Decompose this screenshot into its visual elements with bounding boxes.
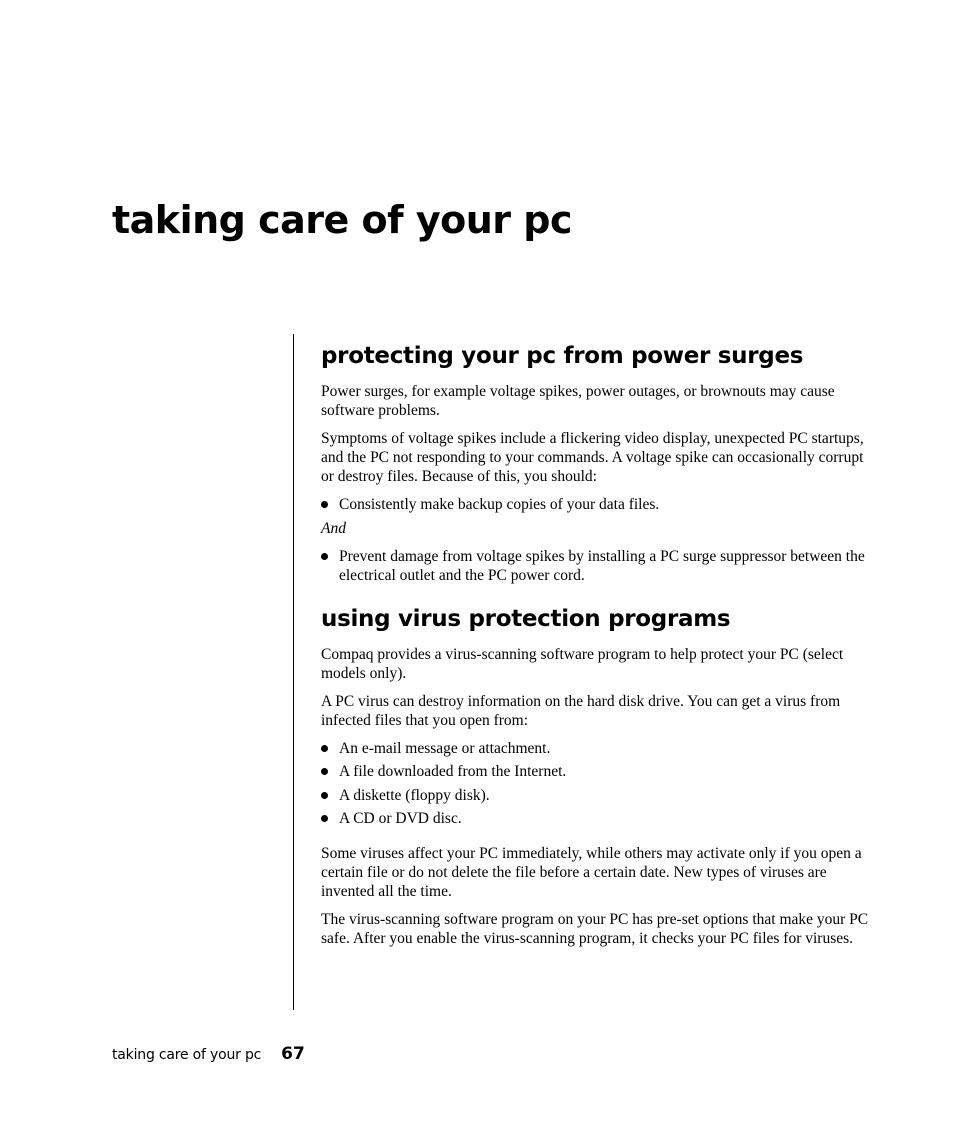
list-item-text: Consistently make backup copies of your data files.: [339, 496, 660, 513]
bullet-icon: [321, 792, 328, 799]
list-item: [321, 739, 877, 758]
paragraph: A PC virus can destroy information on the hard disk drive. You can get a virus from infected files that you open from:: [321, 692, 841, 729]
page-footer: [112, 1044, 305, 1064]
list-item-text: A file downloaded from the Internet.: [339, 763, 567, 780]
paragraph: Symptoms of voltage spikes include a flickering video display, unexpected PC startups, and the PC not responding to your commands. A voltage spike can occasionally corrupt or destroy files. Because of this, you should:: [321, 430, 864, 485]
bullet-icon: [321, 745, 328, 752]
page-content: [321, 340, 877, 957]
bullet-icon: [321, 768, 328, 775]
list-item-text: A CD or DVD disc.: [339, 810, 462, 827]
vertical-rule: [293, 334, 294, 1010]
paragraph: Compaq provides a virus-scanning software program to help protect your PC (select models only).: [321, 645, 844, 682]
page-number: 67: [281, 1044, 305, 1064]
bullet-icon: [321, 553, 328, 560]
paragraph: The virus-scanning software program on your PC has pre-set options that make your PC safe. After you enable the virus-scanning program, it checks your PC files for viruses.: [321, 911, 869, 947]
bullet-list: [321, 739, 877, 829]
bullet-icon: [321, 501, 328, 508]
paragraph: Some viruses affect your PC immediately, while others may activate only if you open a certain file or do not delete the file before a certain date. New types of viruses are invented all the time.: [321, 845, 862, 900]
section-heading-virus-protection: using virus protection programs: [321, 605, 731, 632]
list-item: [321, 547, 877, 585]
list-item: [321, 495, 877, 514]
bullet-icon: [321, 815, 328, 822]
bullet-list: [321, 495, 877, 514]
footer-chapter-label: taking care of your pc: [112, 1047, 262, 1063]
section-heading-power-surges: protecting your pc from power surges: [321, 343, 804, 369]
chapter-title: taking care of your pc: [112, 198, 572, 242]
list-item: [321, 809, 877, 828]
list-item: [321, 762, 877, 781]
paragraph: Power surges, for example voltage spikes, power outages, or brownouts may cause software problems.: [321, 383, 835, 419]
connector-text: And: [321, 519, 346, 537]
list-item: [321, 786, 877, 805]
list-item-text: An e-mail message or attachment.: [339, 739, 551, 757]
list-item-text: Prevent damage from voltage spikes by installing a PC surge suppressor between the electrical outlet and the PC power cord.: [339, 547, 865, 584]
list-item-text: A diskette (floppy disk).: [339, 786, 490, 804]
bullet-list: [321, 547, 877, 585]
